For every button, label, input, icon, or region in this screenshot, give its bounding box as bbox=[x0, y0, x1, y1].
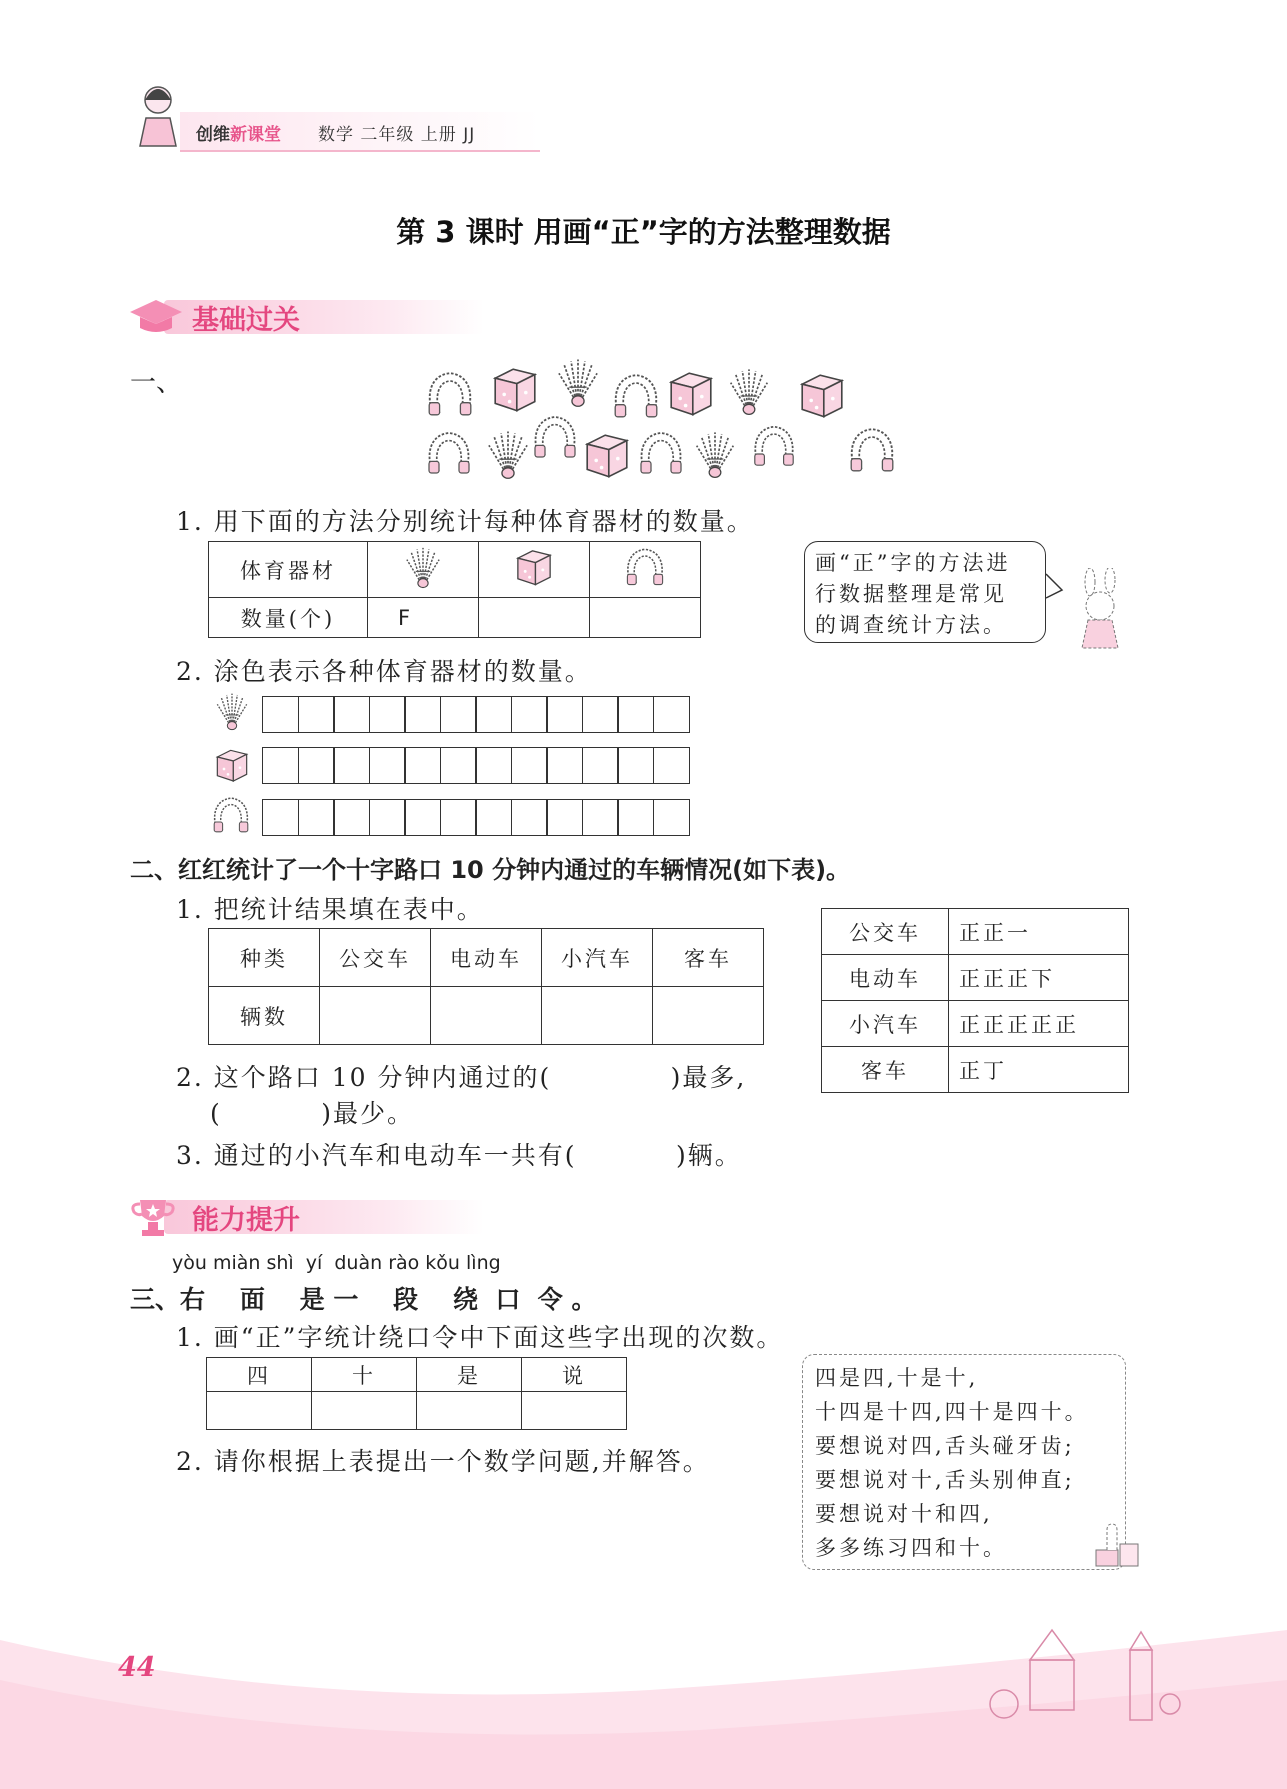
bubble-line: 行数据整理是常见 bbox=[815, 582, 1007, 606]
question-2-2-cont: ( )最少。 bbox=[210, 1099, 414, 1128]
tongue-twister-box bbox=[802, 1354, 1126, 1570]
trophy-icon bbox=[128, 1196, 178, 1238]
box-icon bbox=[495, 369, 535, 410]
bubble-line: 的调查统计方法。 bbox=[815, 613, 1007, 637]
ring-icon bbox=[755, 427, 793, 465]
ring-color-row[interactable] bbox=[262, 799, 688, 836]
girl-mascot-icon bbox=[128, 82, 188, 148]
graduation-cap-icon bbox=[128, 296, 184, 336]
shuttlecock-icon bbox=[559, 359, 597, 406]
lesson-title: 第 3 课时 用画“正”字的方法整理数据 bbox=[396, 215, 891, 249]
shuttlecock-icon bbox=[401, 543, 445, 591]
answer-cell[interactable] bbox=[207, 1392, 312, 1430]
rhyme-line: 十四是十四,四十是四十。 bbox=[815, 1400, 1089, 1424]
equipment-picture bbox=[418, 352, 918, 482]
tally-type: 客车 bbox=[822, 1047, 949, 1093]
answer-cell[interactable] bbox=[542, 987, 653, 1045]
bubble-line: 画“正”字的方法进 bbox=[815, 551, 1011, 575]
rhyme-line: 要想说对十,舌头别伸直; bbox=[815, 1468, 1075, 1492]
shuttlecock-icon bbox=[489, 431, 527, 478]
table-header: 种类 bbox=[209, 929, 320, 987]
ring-icon bbox=[535, 417, 575, 457]
question-1-2: 2. 涂色表示各种体育器材的数量。 bbox=[176, 657, 592, 686]
book-subtitle: 数学 二年级 上册 JJ bbox=[318, 125, 476, 145]
question-2-3: 3. 通过的小汽车和电动车一共有( )辆。 bbox=[176, 1141, 742, 1170]
bubble-tail bbox=[1044, 572, 1064, 602]
tally-marks: 正丁 bbox=[949, 1047, 1129, 1093]
answer-cell[interactable] bbox=[590, 598, 701, 638]
pinyin-line: yòu miàn shì yí duàn rào kǒu lìng bbox=[172, 1252, 501, 1274]
ring-icon bbox=[429, 373, 471, 415]
box-icon bbox=[212, 744, 252, 786]
tally-marks: 正正正正正 bbox=[949, 1001, 1129, 1047]
answer-cell[interactable] bbox=[417, 1392, 522, 1430]
shuttlecock-icon bbox=[697, 432, 734, 477]
tally-table bbox=[821, 908, 1129, 1093]
ring-icon bbox=[851, 429, 893, 471]
answer-cell[interactable] bbox=[312, 1392, 417, 1430]
banner-label: 能力提升 bbox=[192, 1205, 300, 1236]
question-3-label: 三、右 面 是 一 段 绕 口 令 。 bbox=[130, 1285, 597, 1314]
answer-cell[interactable] bbox=[653, 987, 764, 1045]
box-color-row[interactable] bbox=[262, 747, 688, 784]
page-number: 44 bbox=[118, 1652, 156, 1683]
table-header: 是 bbox=[417, 1358, 522, 1392]
tip-bubble bbox=[804, 541, 1046, 643]
answer-cell[interactable] bbox=[479, 598, 590, 638]
footer-wave bbox=[0, 1600, 1287, 1789]
rhyme-line: 四是四,十是十, bbox=[815, 1366, 979, 1390]
table-header: 客车 bbox=[653, 929, 764, 987]
table-row-label: 辆数 bbox=[209, 987, 320, 1045]
table-header: 十 bbox=[312, 1358, 417, 1392]
ring-icon bbox=[210, 794, 252, 836]
table-header: 公交车 bbox=[320, 929, 431, 987]
cactus-icon bbox=[1092, 1520, 1142, 1568]
tally-type: 电动车 bbox=[822, 955, 949, 1001]
question-3-1: 1. 画“正”字统计绕口令中下面这些字出现的次数。 bbox=[176, 1323, 784, 1352]
question-1-label: 一、 bbox=[130, 368, 183, 398]
ring-cell bbox=[590, 542, 701, 598]
answer-cell[interactable] bbox=[431, 987, 542, 1045]
question-2-label: 二、红红统计了一个十字路口 10 分钟内通过的车辆情况(如下表)。 bbox=[130, 856, 851, 884]
banner-label: 基础过关 bbox=[192, 305, 300, 336]
equipment-count-table bbox=[208, 541, 701, 638]
vehicle-count-table bbox=[208, 928, 764, 1045]
box-cell bbox=[479, 542, 590, 598]
ring-icon bbox=[615, 375, 657, 417]
question-3-2: 2. 请你根据上表提出一个数学问题,并解答。 bbox=[176, 1447, 710, 1476]
question-1-1: 1. 用下面的方法分别统计每种体育器材的数量。 bbox=[176, 507, 754, 536]
word-count-table bbox=[206, 1357, 627, 1430]
rhyme-line: 要想说对十和四, bbox=[815, 1502, 993, 1526]
table-header: 电动车 bbox=[431, 929, 542, 987]
table-row-label: 数量(个) bbox=[209, 598, 368, 638]
question-2-2: 2. 这个路口 10 分钟内通过的( )最多, bbox=[176, 1063, 747, 1092]
ring-icon bbox=[623, 545, 667, 589]
rhyme-line: 多多练习四和十。 bbox=[815, 1536, 1007, 1560]
tally-answer-cell[interactable]: F bbox=[368, 598, 479, 638]
shuttlecock-cell bbox=[368, 542, 479, 598]
answer-cell[interactable] bbox=[320, 987, 431, 1045]
brand-name: 创维新课堂 bbox=[196, 125, 281, 145]
table-row-label: 体育器材 bbox=[209, 542, 368, 598]
rabbit-mascot-icon bbox=[1070, 568, 1132, 654]
section-banner-advanced bbox=[128, 1194, 488, 1236]
rhyme-line: 要想说对四,舌头碰牙齿; bbox=[815, 1434, 1075, 1458]
shuttlecock-icon bbox=[731, 369, 768, 414]
tally-type: 公交车 bbox=[822, 909, 949, 955]
ring-icon bbox=[641, 433, 681, 473]
ring-icon bbox=[429, 433, 469, 473]
shuttlecock-color-row[interactable] bbox=[262, 696, 688, 733]
shuttlecock-icon bbox=[212, 688, 252, 734]
box-icon bbox=[587, 435, 627, 476]
tally-marks: 正正一 bbox=[949, 909, 1129, 955]
table-header: 小汽车 bbox=[542, 929, 653, 987]
box-icon bbox=[671, 373, 711, 414]
table-header: 四 bbox=[207, 1358, 312, 1392]
table-header: 说 bbox=[522, 1358, 627, 1392]
question-2-1: 1. 把统计结果填在表中。 bbox=[176, 895, 484, 924]
tally-type: 小汽车 bbox=[822, 1001, 949, 1047]
tally-marks: 正正正下 bbox=[949, 955, 1129, 1001]
box-icon bbox=[512, 545, 556, 589]
box-icon bbox=[802, 375, 842, 416]
answer-cell[interactable] bbox=[522, 1392, 627, 1430]
section-banner-basics bbox=[128, 294, 488, 336]
